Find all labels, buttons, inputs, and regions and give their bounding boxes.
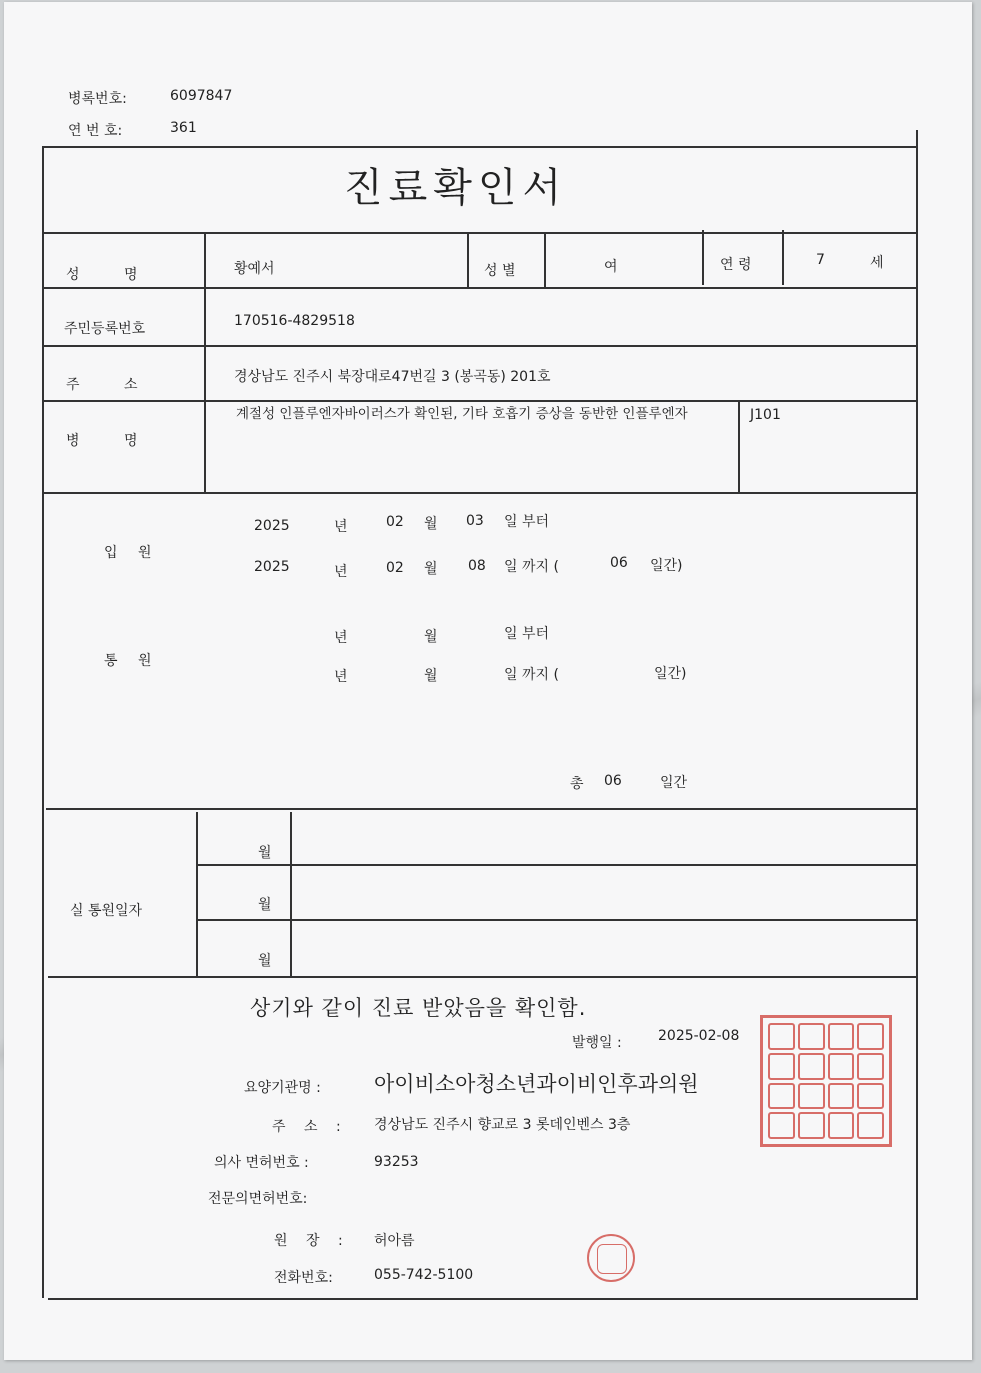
admission-start-year: 2025 <box>254 518 290 534</box>
disease-code: J101 <box>750 407 781 423</box>
admission-end-month: 02 <box>386 560 404 576</box>
institution-address-value: 경상남도 진주시 향교로 3 롯데인벤스 3층 <box>374 1117 631 1133</box>
serial-number-value: 361 <box>170 120 197 136</box>
admission-days: 06 <box>610 555 628 571</box>
address-label: 주 소 <box>66 377 138 393</box>
admission-start-day: 03 <box>466 513 484 529</box>
actual-visits-label: 실 통원일자 <box>70 903 143 919</box>
institution-label: 요양기관명 : <box>244 1080 321 1096</box>
issue-date-value: 2025-02-08 <box>658 1028 740 1044</box>
outpatient-start-year-unit: 년 <box>334 630 348 646</box>
frame-left-line <box>42 146 44 1298</box>
confirmation-text: 상기와 같이 진료 받았음을 확인함. <box>250 996 587 1020</box>
row-divider-1 <box>42 287 918 289</box>
serial-number-label: 연 번 호: <box>68 123 123 139</box>
admission-end-year: 2025 <box>254 559 290 575</box>
admission-days-unit: 일간) <box>650 558 683 574</box>
outpatient-start-month-unit: 월 <box>424 629 438 645</box>
admission-start-from: 일 부터 <box>504 514 550 530</box>
label-column-divider <box>204 232 206 494</box>
age-divider-right <box>782 230 784 285</box>
disease-label: 병 명 <box>66 433 138 449</box>
row-divider-4 <box>42 492 918 494</box>
admission-end-month-unit: 월 <box>424 561 438 577</box>
license-value: 93253 <box>374 1154 419 1170</box>
frame-right-line <box>916 130 918 1298</box>
outpatient-label: 통 원 <box>104 653 152 669</box>
outpatient-start-from: 일 부터 <box>504 626 550 642</box>
admission-end-until: 일 까지 ( <box>504 559 559 575</box>
age-divider-left <box>702 230 704 285</box>
disease-code-divider <box>738 400 740 492</box>
total-label: 총 <box>570 776 584 792</box>
visits-month-divider <box>290 812 292 978</box>
record-number-label: 병록번호: <box>68 91 127 107</box>
age-value: 7 <box>816 252 825 268</box>
institution-seal-stamp <box>760 1015 892 1147</box>
admission-start-month-unit: 월 <box>424 516 438 532</box>
outpatient-end-year-unit: 년 <box>334 669 348 685</box>
age-label: 연 령 <box>720 257 752 273</box>
name-label: 성 명 <box>66 267 138 283</box>
admission-end-day: 08 <box>468 558 486 574</box>
outpatient-days-unit: 일간) <box>654 666 687 682</box>
document-paper <box>4 2 972 1360</box>
phone-label: 전화번호: <box>274 1270 333 1286</box>
outpatient-end-month-unit: 월 <box>424 668 438 684</box>
director-value: 허아름 <box>374 1233 415 1249</box>
visit-row-2-month: 월 <box>258 897 272 913</box>
row-divider-6 <box>48 976 918 978</box>
visits-label-divider <box>196 812 198 978</box>
rrn-value: 170516-4829518 <box>234 313 355 329</box>
record-number-value: 6097847 <box>170 88 233 104</box>
visits-row-divider-1 <box>196 864 918 866</box>
outpatient-end-until: 일 까지 ( <box>504 667 559 683</box>
frame-bottom-line <box>48 1298 918 1300</box>
institution-address-label: 주 소 : <box>272 1119 341 1135</box>
rrn-label: 주민등록번호 <box>64 321 146 337</box>
title-divider <box>42 232 918 234</box>
specialist-license-label: 전문의면허번호: <box>208 1191 308 1207</box>
row-divider-3 <box>42 400 918 402</box>
issue-date-label: 발행일 : <box>572 1035 622 1051</box>
director-seal-stamp <box>587 1234 635 1282</box>
sex-divider-left <box>467 232 469 287</box>
institution-value: 아이비소아청소년과이비인후과의원 <box>374 1072 699 1096</box>
visit-row-3-month: 월 <box>258 953 272 969</box>
disease-value: 계절성 인플루엔자바이러스가 확인된, 기타 호흡기 증상을 동반한 인플루엔자 <box>236 406 688 422</box>
frame-top-line <box>42 146 918 148</box>
director-label: 원 장 : <box>274 1233 343 1249</box>
name-value: 황예서 <box>234 261 275 277</box>
license-label: 의사 면허번호 : <box>214 1155 309 1171</box>
row-divider-2 <box>42 345 918 347</box>
total-days: 06 <box>604 773 622 789</box>
admission-label: 입 원 <box>104 545 152 561</box>
address-value: 경상남도 진주시 북장대로47번길 3 (봉곡동) 201호 <box>234 369 551 385</box>
sex-divider-right <box>544 232 546 287</box>
sex-label: 성 별 <box>484 263 516 279</box>
total-days-unit: 일간 <box>660 775 688 791</box>
phone-value: 055-742-5100 <box>374 1267 474 1283</box>
sex-value: 여 <box>604 259 618 275</box>
row-divider-5 <box>46 808 918 810</box>
admission-end-year-unit: 년 <box>334 564 348 580</box>
document-title: 진료확인서 <box>344 165 568 211</box>
visits-row-divider-2 <box>196 919 918 921</box>
age-unit: 세 <box>870 255 884 271</box>
visit-row-1-month: 월 <box>258 845 272 861</box>
admission-start-month: 02 <box>386 514 404 530</box>
admission-start-year-unit: 년 <box>334 519 348 535</box>
